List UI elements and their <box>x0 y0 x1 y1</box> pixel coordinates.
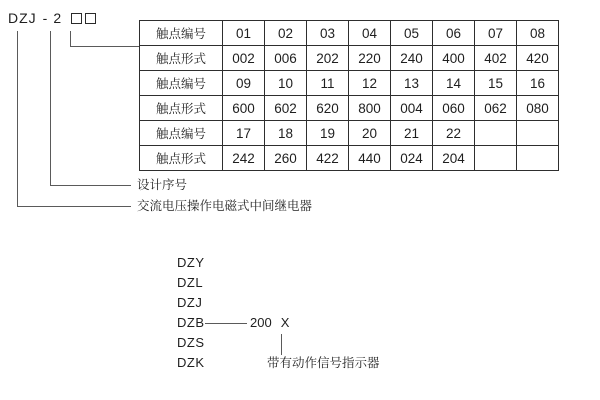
series-list <box>177 253 205 373</box>
table-cell <box>475 121 517 146</box>
table-cell: 05 <box>391 21 433 46</box>
table-cell: 002 <box>223 46 265 71</box>
table-cell: 06 <box>433 21 475 46</box>
table-row <box>140 121 559 146</box>
table-cell: 242 <box>223 146 265 171</box>
table-cell: 17 <box>223 121 265 146</box>
table-cell: 602 <box>265 96 307 121</box>
table-cell: 422 <box>307 146 349 171</box>
table-cell: 19 <box>307 121 349 146</box>
leader-line-design-horizontal <box>50 185 131 186</box>
design-serial-label: 设计序号 <box>137 178 188 192</box>
series-item: DZK <box>177 355 205 370</box>
table-cell: 12 <box>349 71 391 96</box>
table-cell: 420 <box>517 46 559 71</box>
row-label: 触点形式 <box>140 46 223 71</box>
contact-table <box>139 20 559 171</box>
series-item: DZJ <box>177 295 203 310</box>
table-cell: 20 <box>349 121 391 146</box>
table-cell: 16 <box>517 71 559 96</box>
table-cell: 024 <box>391 146 433 171</box>
model-series-text: DZJ <box>8 10 37 26</box>
model-design-number: 2 <box>53 10 63 26</box>
table-cell: 07 <box>475 21 517 46</box>
table-cell: 204 <box>433 146 475 171</box>
table-cell: 202 <box>307 46 349 71</box>
leader-line-table-horizontal <box>70 46 139 47</box>
row-label: 触点形式 <box>140 96 223 121</box>
table-cell: 080 <box>517 96 559 121</box>
table-cell: 04 <box>349 21 391 46</box>
table-row <box>140 96 559 121</box>
leader-line-product-vertical <box>17 31 18 206</box>
table-cell: 18 <box>265 121 307 146</box>
table-cell <box>475 146 517 171</box>
leader-line-table-vertical <box>70 31 71 46</box>
suffix-note-label: 带有动作信号指示器 <box>267 356 380 370</box>
table-cell: 800 <box>349 96 391 121</box>
table-cell: 600 <box>223 96 265 121</box>
table-cell: 22 <box>433 121 475 146</box>
model-separator: - <box>42 10 49 26</box>
table-cell: 14 <box>433 71 475 96</box>
table-cell: 11 <box>307 71 349 96</box>
table-cell: 060 <box>433 96 475 121</box>
table-cell: 402 <box>475 46 517 71</box>
table-cell: 13 <box>391 71 433 96</box>
table-cell: 220 <box>349 46 391 71</box>
contact-table-body <box>140 21 559 171</box>
row-label: 触点编号 <box>140 71 223 96</box>
product-type-label: 交流电压操作电磁式中间继电器 <box>137 199 313 213</box>
placeholder-boxes <box>68 13 96 24</box>
series-item: DZS <box>177 335 205 350</box>
leader-line-design-vertical <box>50 31 51 185</box>
leader-line-product-horizontal <box>17 206 131 207</box>
suffix-pointer-line <box>281 334 282 355</box>
row-label: 触点编号 <box>140 121 223 146</box>
table-cell: 240 <box>391 46 433 71</box>
table-cell: 260 <box>265 146 307 171</box>
series-item: DZB <box>177 315 205 330</box>
table-cell: 10 <box>265 71 307 96</box>
table-row <box>140 46 559 71</box>
table-row <box>140 146 559 171</box>
dzb-rating-text: 200 <box>250 315 272 330</box>
table-cell: 440 <box>349 146 391 171</box>
table-cell: 09 <box>223 71 265 96</box>
table-row <box>140 21 559 46</box>
dzb-suffix-text: X <box>280 315 290 330</box>
model-code <box>8 8 96 28</box>
table-cell <box>517 146 559 171</box>
placeholder-box-icon <box>85 13 96 24</box>
dzb-connector-line <box>205 323 247 324</box>
placeholder-box-icon <box>71 13 82 24</box>
table-row <box>140 71 559 96</box>
table-cell: 006 <box>265 46 307 71</box>
table-cell: 004 <box>391 96 433 121</box>
dzb-value <box>250 313 289 333</box>
table-cell: 620 <box>307 96 349 121</box>
table-cell: 062 <box>475 96 517 121</box>
table-cell: 02 <box>265 21 307 46</box>
table-cell: 08 <box>517 21 559 46</box>
row-label: 触点编号 <box>140 21 223 46</box>
table-cell: 01 <box>223 21 265 46</box>
table-cell: 21 <box>391 121 433 146</box>
row-label: 触点形式 <box>140 146 223 171</box>
series-item: DZY <box>177 255 205 270</box>
table-cell <box>517 121 559 146</box>
table-cell: 15 <box>475 71 517 96</box>
table-cell: 03 <box>307 21 349 46</box>
table-cell: 400 <box>433 46 475 71</box>
series-item: DZL <box>177 275 204 290</box>
